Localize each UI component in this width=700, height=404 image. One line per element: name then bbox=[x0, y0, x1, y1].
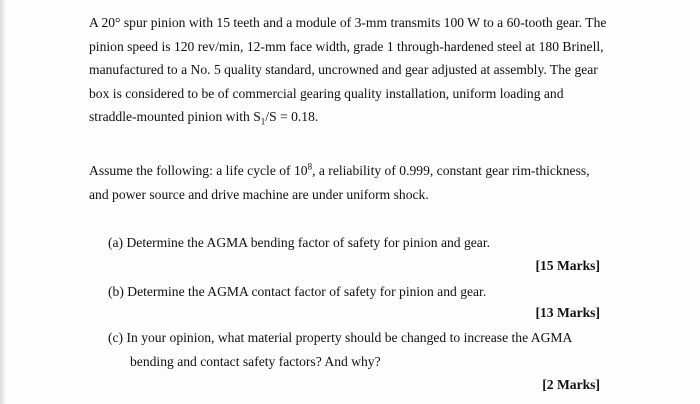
marks-a: [15 Marks] bbox=[535, 258, 600, 273]
marks-c: [2 Marks] bbox=[542, 377, 600, 392]
marks-b: [13 Marks] bbox=[535, 305, 600, 320]
problem-statement bbox=[89, 11, 629, 129]
question-a: (a) Determine the AGMA bending factor of safety for pinion and gear. bbox=[108, 235, 491, 250]
assume-exponent: 8 bbox=[307, 161, 313, 172]
question-b: (b) Determine the AGMA contact factor of safety for pinion and gear. bbox=[108, 284, 487, 299]
intro-line-5: straddle-mounted pinion with S bbox=[89, 109, 261, 124]
question-c-line-1: (c) In your opinion, what material property should be changed to increase the AGMA bbox=[108, 330, 573, 345]
assumptions bbox=[89, 159, 629, 206]
assume-line-2: and power source and drive machine are under uniform shock. bbox=[89, 186, 429, 202]
page-edge-shadow bbox=[0, 0, 6, 404]
ratio-tail: /S = 0.18. bbox=[265, 109, 319, 124]
question-c bbox=[108, 326, 608, 373]
intro-line-2: pinion speed is 120 rev/min, 12-mm face width, grade 1 through-hardened steel at 180 Brinell, bbox=[89, 38, 604, 54]
intro-line-3: manufactured to a No. 5 quality standard, uncrowned and gear adjusted at assembly. The gear bbox=[89, 62, 598, 77]
assume-rest: , a reliability of 0.999, constant gear rim-thickness, bbox=[312, 163, 590, 178]
assume-prefix: Assume the following: a life cycle of 10 bbox=[89, 163, 308, 178]
ratio-subscript: 1 bbox=[260, 116, 266, 127]
intro-line-1: A 20° spur pinion with 15 teeth and a module of 3-mm transmits 100 W to a 60-tooth gear. The bbox=[89, 15, 607, 30]
intro-line-4: box is considered to be of commercial gearing quality installation, uniform loading and bbox=[89, 85, 564, 101]
question-c-line-2: bending and contact safety factors? And why? bbox=[130, 353, 381, 369]
